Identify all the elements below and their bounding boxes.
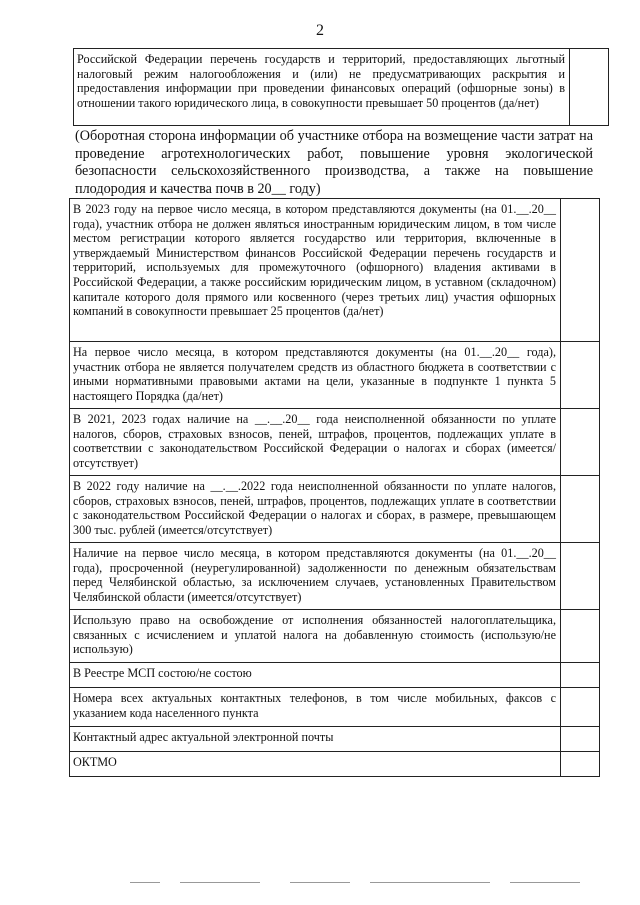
row-label-tax-2022: В 2022 году наличие на __.__.2022 года неисполненной обязанности по уплате налогов, сборов, страховых взносов, пеней, штрафов, процентов, подлежащих уплате в соответствии с законодательством Российской Федерации о налогах и сборах, в размере, превышающем 300 тыс. рублей (имеется/отсутствует) [70, 476, 561, 543]
answer-cell-tax-2022[interactable] [561, 476, 600, 543]
row-label-email: Контактный адрес актуальной электронной почты [70, 727, 561, 752]
table-row [70, 688, 600, 727]
table-row [70, 727, 600, 752]
row-label-phones: Номера всех актуальных контактных телефонов, в том числе мобильных, факсов с указанием кода населенного пункта [70, 688, 561, 727]
table-row [74, 49, 609, 126]
answer-cell[interactable] [570, 49, 609, 126]
row-label-tax-2021-2023: В 2021, 2023 годах наличие на __.__.20__ года неисполненной обязанности по уплате налогов, сборов, страховых взносов, пеней, штрафов, процентов, подлежащих уплате в соответствии с законодательством Российской Федерации о налогах и сборах (имеется/отсутствует) [70, 409, 561, 476]
row-label-vat: Использую право на освобождение от исполнения обязанностей налогоплательщика, связанных с исчислением и уплатой налога на добавленную стоимость (использую/не использую) [70, 610, 561, 663]
table-row [70, 199, 600, 342]
answer-cell-phones[interactable] [561, 688, 600, 727]
table-row [70, 342, 600, 409]
answer-cell-offshore[interactable] [561, 199, 600, 342]
answer-cell-budget[interactable] [561, 342, 600, 409]
row-label: Российской Федерации перечень государств и территорий, предоставляющих льготный налоговый режим налогообложения и (или) не предусматривающих раскрытия и предоставления информации при проведении финансовых операций (офшорные зоны) в отношении такого юридического лица, в совокупности превышает 50 процентов (да/нет) [74, 49, 570, 126]
row-label-oktmo: ОКТМО [70, 752, 561, 777]
answer-cell-tax-2021-2023[interactable] [561, 409, 600, 476]
continued-table [73, 48, 609, 126]
table-row [70, 543, 600, 610]
row-label-offshore: В 2023 году на первое число месяца, в котором представляются документы (на 01.__.20__ года), участник отбора не должен являться иностранным юридическим лицом, в том числе местом регистрации которого является государство или территория, включенные в утверждаемый Министерством финансов Российской Федерации перечень государств и территорий, используемых для промежуточного (офшорного) владения активами в Российской Федерации, а также российским юридическим лицом, в уставном (складочном) капитале которого доля прямого или косвенного (через третьих лиц) участия офшорных компаний в совокупности превышает 25 процентов (да/нет) [70, 199, 561, 342]
table-row [70, 663, 600, 688]
answer-cell-debt[interactable] [561, 543, 600, 610]
row-label-debt: Наличие на первое число месяца, в котором представляются документы (на 01.__.20__ года), просроченной (неурегулированной) задолженности по денежным обязательствам перед Челябинской областью, за исключением случаев, установленных Правительством Челябинской области (имеется/отсутствует) [70, 543, 561, 610]
section-heading: (Оборотная сторона информации об участнике отбора на возмещение части затрат на проведение агротехнологических работ, повышение уровня экологической безопасности сельскохозяйственного производства, а также на повышение плодородия и качества почв в 20__ году) [75, 128, 593, 197]
table-row [70, 610, 600, 663]
row-label-budget: На первое число месяца, в котором представляются документы (на 01.__.20__ года), участник отбора не является получателем средств из областного бюджета в соответствии с иными нормативными правовыми актами на цели, указанные в подпункте 1 пункта 5 настоящего Порядка (да/нет) [70, 342, 561, 409]
answer-cell-vat[interactable] [561, 610, 600, 663]
row-label-msp: В Реестре МСП состою/не состою [70, 663, 561, 688]
participant-info-table [69, 198, 600, 777]
answer-cell-oktmo[interactable] [561, 752, 600, 777]
table-row [70, 476, 600, 543]
answer-cell-msp[interactable] [561, 663, 600, 688]
answer-cell-email[interactable] [561, 727, 600, 752]
table-row [70, 409, 600, 476]
scan-artifact-marks [130, 880, 590, 886]
table-row [70, 752, 600, 777]
page-number: 2 [316, 22, 324, 39]
